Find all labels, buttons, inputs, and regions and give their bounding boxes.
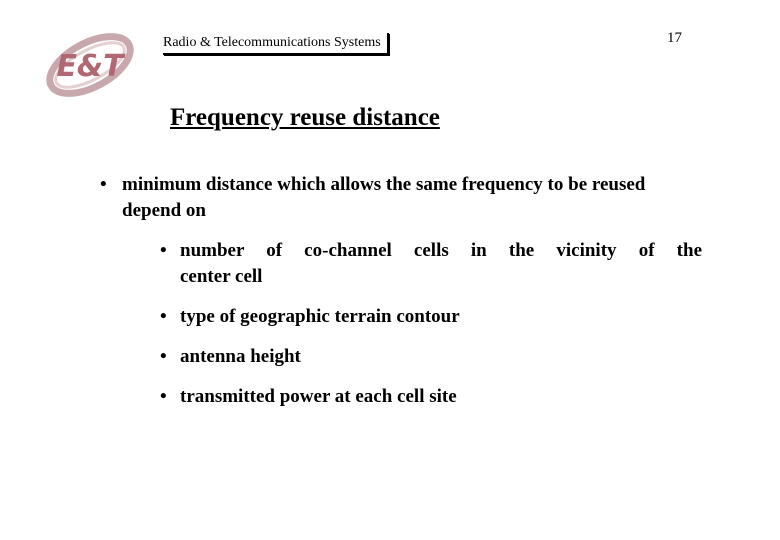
- sub-bullet: [122, 344, 702, 370]
- sub-bullet: [122, 238, 702, 290]
- main-bullet-text: minimum distance which allows the same frequency to be reused depend on: [122, 174, 646, 221]
- bullet-list: [100, 172, 702, 410]
- sub-bullet-text-line1: number of co-channel cells in the vicinity of the: [180, 240, 702, 261]
- logo-text: E&T: [56, 49, 124, 84]
- sub-bullet-text: antenna height: [180, 346, 301, 367]
- bullet-dot: •: [100, 174, 107, 195]
- sub-bullet-list: [122, 238, 702, 410]
- bullet-dot: •: [160, 386, 167, 407]
- page-number: 17: [667, 30, 682, 46]
- main-bullet: [100, 172, 702, 410]
- bullet-dot: •: [160, 240, 167, 261]
- sub-bullet-text: transmitted power at each cell site: [180, 386, 457, 407]
- sub-bullet: [122, 304, 702, 330]
- sub-bullet: [122, 384, 702, 410]
- course-title: Radio & Telecommunications Systems: [163, 33, 389, 55]
- sub-bullet-text-line2: center cell: [180, 266, 263, 287]
- bullet-dot: •: [160, 306, 167, 327]
- sub-bullet-text: type of geographic terrain contour: [180, 306, 460, 327]
- logo: [40, 30, 140, 100]
- slide-title: Frequency reuse distance: [170, 104, 440, 131]
- bullet-dot: •: [160, 346, 167, 367]
